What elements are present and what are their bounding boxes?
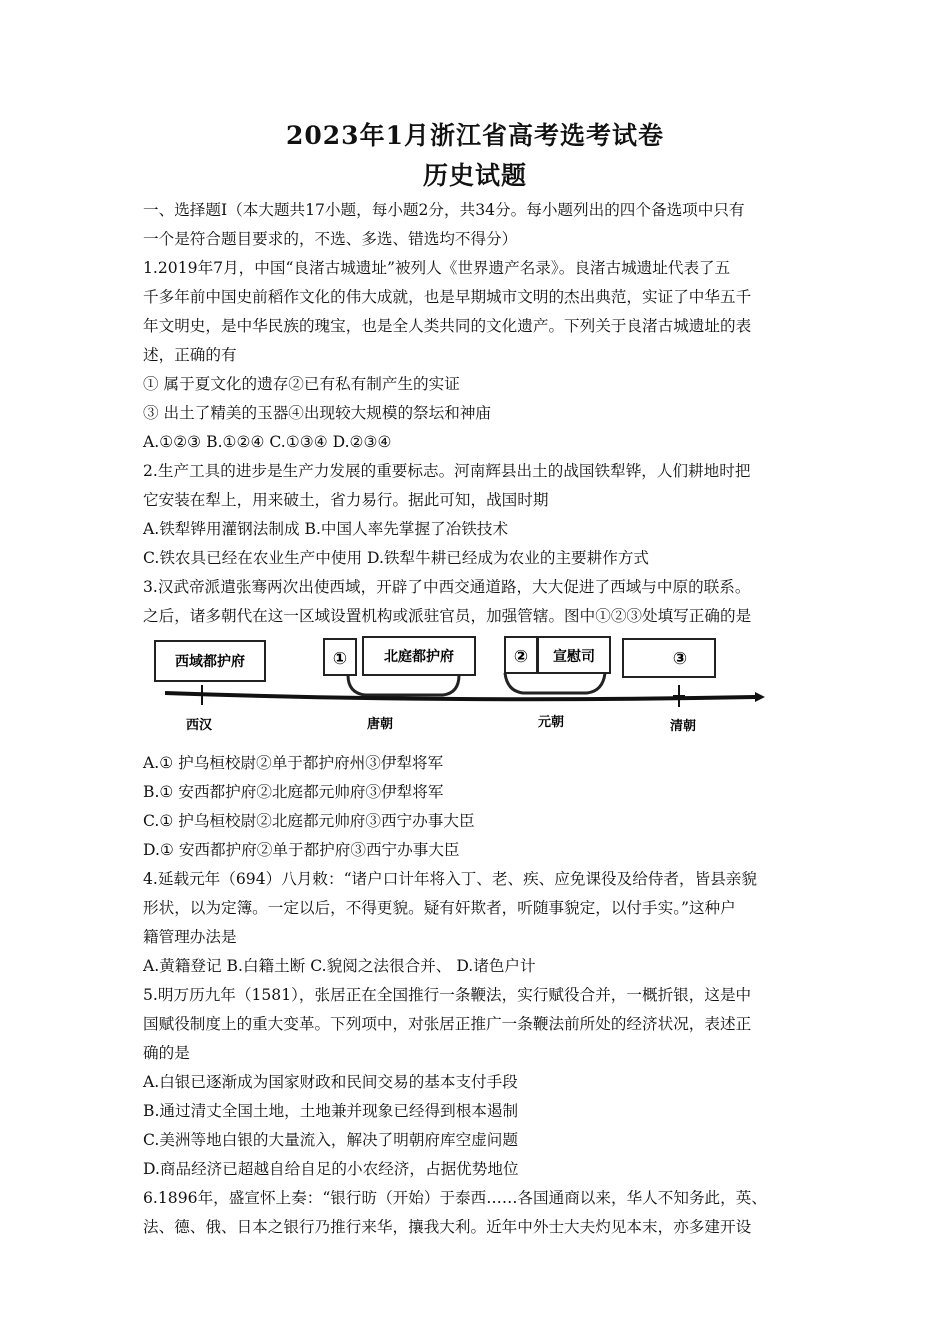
tang-bracket: [348, 675, 459, 695]
text-line: 它安装在犁上，用来破土，省力易行。据此可知，战国时期: [143, 491, 549, 509]
text-line: 之后，诸多朝代在这一区域设置机构或派驻官员，加强管辖。图中①②③处填写正确的是: [143, 607, 752, 625]
text-line: 形状，以为定簿。一定以后，不得更貌。疑有奸欺者，听随事貌定，以付手实。”这种户: [143, 899, 736, 917]
statement-line: ③ 出土了精美的玉器④出现较大规模的祭坛和神庙: [143, 404, 492, 422]
question-5-option-c: C.美洲等地白银的大量流入，解决了明朝府库空虚问题: [143, 1131, 518, 1149]
question-2-options: A.铁犁铧用灌钢法制成 B.中国人率先掌握了冶铁技术: [143, 520, 509, 538]
question-5-option-d: D.商品经济已超越自给自足的小农经济，占据优势地位: [143, 1160, 519, 1178]
question-1-options: A.①②③ B.①②④ C.①③④ D.②③④: [143, 433, 392, 451]
box-western-regions-label: 西域都护府: [175, 654, 245, 670]
timeline-axis: [165, 693, 755, 699]
box-xuanweisi-label: 宣慰司: [553, 649, 595, 665]
exam-body: [143, 196, 823, 1242]
text-line: 一个是符合题目要求的，不选、多选、错选均不得分）: [143, 230, 518, 248]
timeline-arrow: [755, 692, 765, 702]
question-2-options: C.铁农具已经在农业生产中使用 D.铁犁牛耕已经成为农业的主要耕作方式: [143, 549, 650, 567]
statement-line: ① 属于夏文化的遗存②已有私有制产生的实证: [143, 375, 460, 393]
timeline-figure: [143, 633, 823, 749]
text-line: 一、选择题Ⅰ（本大题共17小题，每小题2分，共34分。每小题列出的四个备选项中只有: [143, 201, 745, 219]
question-5-option-a: A.白银已逐渐成为国家财政和民间交易的基本支付手段: [143, 1073, 518, 1091]
question-3-option-c: C.① 护乌桓校尉②北庭都元帅府③西宁办事大臣: [143, 812, 475, 830]
box-blank-3: [623, 639, 715, 677]
box-blank-1-label: ①: [332, 649, 348, 669]
question-4-options: A.黄籍登记 B.白籍土断 C.貌阅之法很合并、 D.诸色户计: [143, 957, 536, 975]
box-beiting-label: 北庭都护府: [384, 649, 454, 665]
exam-subtitle: 历史试题: [422, 161, 527, 190]
question-5-stem: 5.明万历九年（1581），张居正在全国推行一条鞭法，实行赋役合并，一概折银，这是中: [143, 986, 752, 1004]
question-3-option-d: D.① 安西都护府②单于都护府③西宁办事大臣: [143, 841, 460, 859]
era-xihan: 西汉: [185, 718, 213, 733]
question-3-option-a: A.① 护乌桓校尉②单于都护府州③伊犁将军: [143, 754, 444, 772]
question-4-stem: 4.延载元年（694）八月敕：“诸户口计年将入丁、老、疾、应免课役及给侍者，皆县亲貌: [143, 870, 757, 888]
text-line: 确的是: [143, 1044, 190, 1062]
question-3-stem: 3.汉武帝派遣张骞两次出使西域，开辟了中西交通道路，大大促进了西域与中原的联系。: [143, 578, 751, 596]
text-line: 国赋役制度上的重大变革。下列项中，对张居正推广一条鞭法前所处的经济状况，表述正: [143, 1015, 752, 1033]
era-tang: 唐朝: [366, 717, 394, 732]
question-1-stem: 1.2019年7月，中国“良渚古城遗址”被列人《世界遗产名录》。良渚古城遗址代表了五: [143, 259, 731, 277]
qing-marker: [673, 685, 685, 707]
era-qing: 清朝: [669, 719, 697, 734]
era-yuan: 元朝: [537, 715, 565, 730]
xihan-marker: [196, 685, 208, 705]
box-blank-2-label: ②: [513, 647, 529, 667]
text-line: 籍管理办法是: [143, 928, 237, 946]
question-3-option-b: B.① 安西都护府②北庭都元帅府③伊犁将军: [143, 783, 444, 801]
box-blank-3-label: ③: [672, 649, 688, 669]
text-line: 千多年前中国史前稻作文化的伟大成就，也是早期城市文明的杰出典范，实证了中华五千: [143, 288, 752, 306]
timeline-diagram: [143, 633, 823, 749]
exam-title: 2023年1月浙江省高考选考试卷: [286, 121, 664, 150]
text-line: 述，正确的有: [143, 346, 237, 364]
text-line: 法、德、俄、日本之银行乃推行来华，攘我大利。近年中外士大夫灼见本末，亦多建开设: [143, 1218, 752, 1236]
question-5-option-b: B.通过清丈全国土地，土地兼并现象已经得到根本遏制: [143, 1102, 519, 1120]
question-6-stem: 6.1896年，盛宣怀上奏：“银行昉（开始）于泰西……各国通商以来，华人不知务此，英、: [143, 1189, 767, 1207]
text-line: 年文明史，是中华民族的瑰宝，也是全人类共同的文化遗产。下列关于良渚古城遗址的表: [143, 317, 752, 335]
question-2-stem: 2.生产工具的进步是生产力发展的重要标志。河南辉县出土的战国铁犁铧，人们耕地时把: [143, 462, 751, 480]
yuan-bracket: [505, 673, 605, 693]
